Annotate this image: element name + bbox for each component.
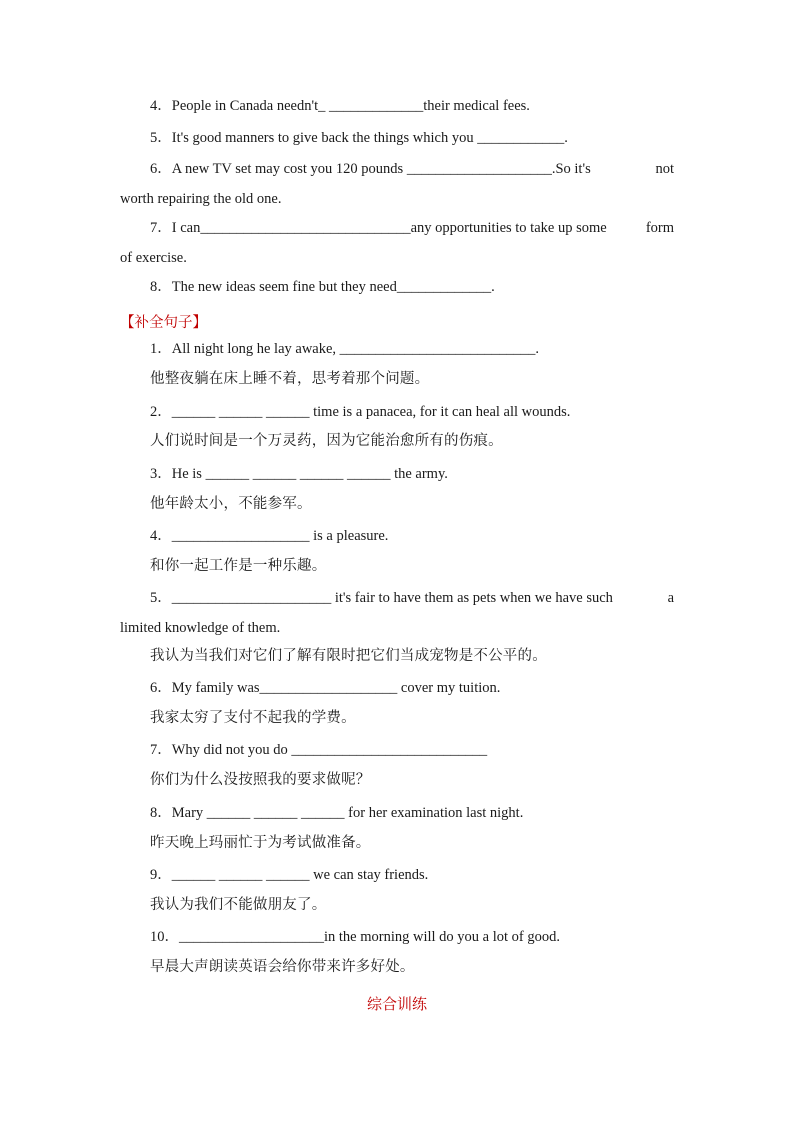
sentence-10-en: 10．____________________in the morning will do you a lot of good.	[150, 929, 561, 945]
sentence-9-en: 9．______ ______ ______ we can stay friends.	[150, 867, 429, 883]
exercise-item-8: 8．The new ideas seem fine but they need_____________.	[150, 279, 495, 295]
exercise-item-6	[150, 159, 674, 179]
sentence-5-en	[150, 588, 674, 608]
sentence-3-en: 3．He is ______ ______ ______ ______ the army.	[150, 466, 448, 482]
exercise-item-7-tail: form	[645, 220, 674, 236]
sentence-9-cn: 我认为我们不能做朋友了。	[150, 897, 327, 913]
sentence-5-continuation: limited knowledge of them.	[120, 620, 281, 636]
sentence-5-cn: 我认为当我们对它们了解有限时把它们当成宠物是不公平的。	[150, 648, 547, 664]
sentence-8-en: 8．Mary ______ ______ ______ for her examination last night.	[150, 805, 524, 821]
exercise-item-4: 4．People in Canada needn't_ _____________their medical fees.	[150, 98, 530, 114]
exercise-item-6-tail: not	[655, 161, 674, 177]
exercise-item-6-text: 6．A new TV set may cost you 120 pounds ____________________.So it's	[150, 161, 591, 177]
section-title: 【补全句子】	[120, 315, 207, 331]
exercise-item-7-continuation: of exercise.	[120, 250, 187, 266]
sentence-4-cn: 和你一起工作是一种乐趣。	[150, 558, 327, 574]
sentence-1-cn: 他整夜躺在床上睡不着，思考着那个问题。	[150, 371, 430, 387]
sentence-10-cn: 早晨大声朗读英语会给你带来许多好处。	[150, 959, 415, 975]
exercise-item-7-text: 7．I can_____________________________any opportunities to take up some	[150, 220, 607, 236]
footer-section-title: 综合训练	[366, 995, 427, 1013]
sentence-7-cn: 你们为什么没按照我的要求做呢？	[150, 772, 371, 788]
sentence-4-en: 4．___________________ is a pleasure.	[150, 528, 389, 544]
exercise-item-7	[150, 218, 674, 238]
sentence-3-cn: 他年龄太小，不能参军。	[150, 496, 312, 512]
exercise-item-5: 5．It's good manners to give back the things which you ____________.	[150, 130, 568, 146]
sentence-2-cn: 人们说时间是一个万灵药，因为它能治愈所有的伤痕。	[150, 433, 503, 449]
sentence-2-en: 2．______ ______ ______ time is a panacea, for it can heal all wounds.	[150, 404, 571, 420]
sentence-5-text: 5．______________________ it's fair to have them as pets when we have such	[150, 590, 613, 606]
sentence-6-cn: 我家太穷了支付不起我的学费。	[150, 710, 356, 726]
sentence-8-cn: 昨天晚上玛丽忙于为考试做准备。	[150, 835, 371, 851]
sentence-5-tail: a	[667, 590, 674, 606]
sentence-7-en: 7．Why did not you do ___________________________	[150, 742, 488, 758]
sentence-6-en: 6．My family was___________________ cover my tuition.	[150, 680, 501, 696]
exercise-item-6-continuation: worth repairing the old one.	[120, 191, 282, 207]
sentence-1-en: 1．All night long he lay awake, ___________________________.	[150, 341, 540, 357]
